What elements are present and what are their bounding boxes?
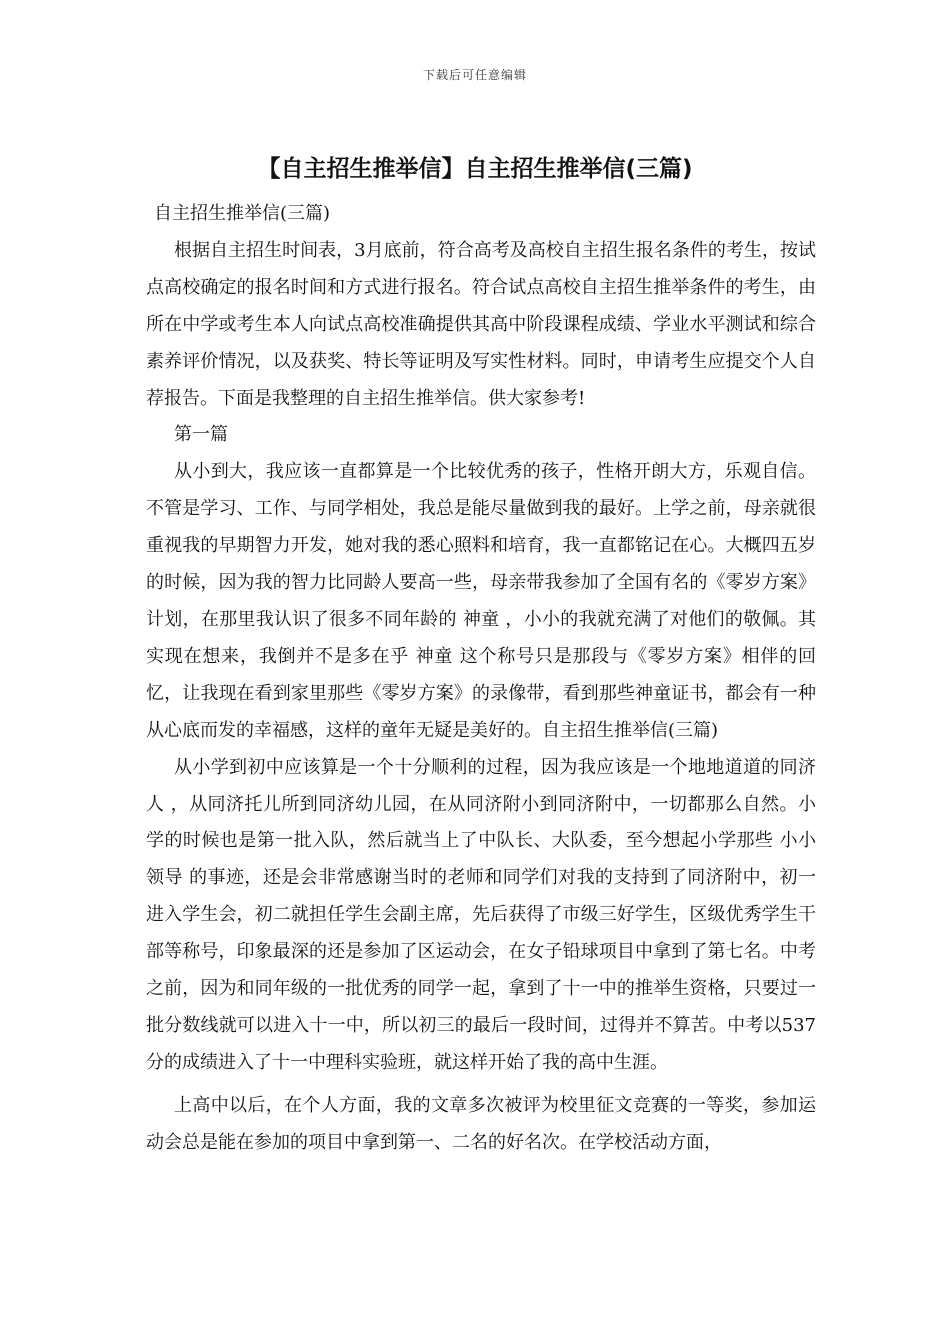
paragraph-intro: 根据自主招生时间表，3月底前，符合高考及高校自主招生报名条件的考生，按试点高校确定的报名时间和方式进行报名。符合试点高校自主招生推举条件的考生，由所在中学或考生本人向试点高校准确提供其高中阶段课程成绩、学业水平测试和综合素养评价情况，以及获奖、特长等证明及写实性材料。同时，申请考生应提交个人自荐报告。下面是我整理的自主招生推举信。供大家参考!	[146, 239, 816, 409]
paragraph-childhood: 从小到大，我应该一直都算是一个比较优秀的孩子，性格开朗大方，乐观自信。不管是学习、工作、与同学相处，我总是能尽量做到我的最好。上学之前，母亲就很重视我的早期智力开发，她对我的悉心照料和培育，我一直都铭记在心。大概四五岁的时候，因为我的智力比同龄人要高一些，母亲带我参加了全国有名的《零岁方案》计划，在那里我认识了很多不同年龄的 神童 ，小小的我就充满了对他们的敬佩。其实现在想来，我倒并不是多在乎 神童 这个称号只是那段与《零岁方案》相伴的回忆，让我现在看到家里那些《零岁方案》的录像带，看到那些神童证书，都会有一种从心底而发的幸福感，这样的童年无疑是美好的。自主招生推举信(三篇)	[146, 461, 816, 741]
paragraph-high-school: 上高中以后，在个人方面，我的文章多次被评为校里征文竞赛的一等奖，参加运动会总是能在参加的项目中拿到第一、二名的好名次。在学校活动方面，	[146, 1094, 816, 1153]
section-heading-first: 第一篇	[174, 424, 228, 446]
paragraph-primary-middle-school: 从小学到初中应该算是一个十分顺利的过程，因为我应该是一个地地道道的同济人 ，从同济托儿所到同济幼儿园，在从同济附小到同济附中，一切都那么自然。小学的时候也是第一批入队，然后就当上了中队长、大队委，至今想起小学那些 小小领导 的事迹，还是会非常感谢当时的老师和同学们对我的支持到了同济附中，初一进入学生会，初二就担任学生会副主席，先后获得了市级三好学生，区级优秀学生干部等称号，印象最深的还是参加了区运动会，在女子铅球项目中拿到了第七名。中考之前，因为和同年级的一批优秀的同学一起，拿到了十一中的推举生资格，只要过一批分数线就可以进入十一中，所以初三的最后一段时间，过得并不算苦。中考以537分的成绩进入了十一中理科实验班，就这样开始了我的高中生涯。	[146, 756, 816, 1073]
header-note: 下载后可任意编辑	[422, 68, 527, 82]
document-body	[146, 196, 816, 1162]
subtitle: 自主招生推举信(三篇)	[154, 203, 331, 224]
document-title: 【自主招生推举信】自主招生推举信(三篇)	[257, 156, 693, 182]
